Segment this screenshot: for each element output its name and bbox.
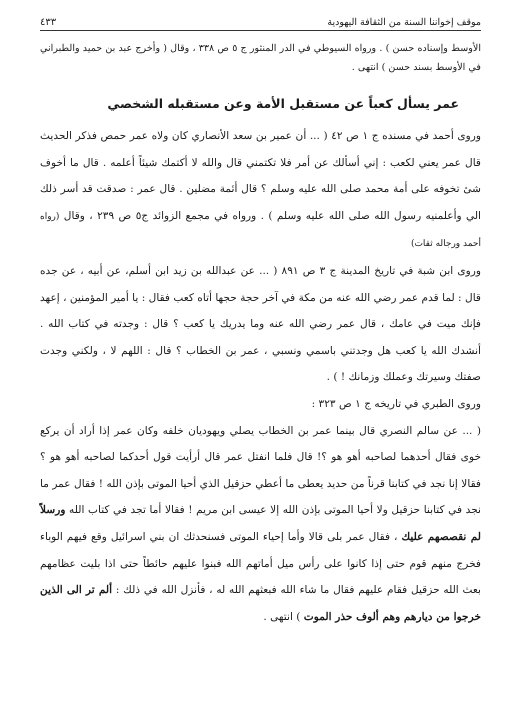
paragraph-ahmad-text: وروى أحمد في مسنده ج ١ ص ٤٢ ( ... أن عمير بن سعد الأنصاري كان ولاه عمر حمص فذكر الحديث قال عمر يعني لكعب : إني أسألك عن أمر فلا تكتمني قال والله لا أكتمك شيئاً أعلمه . قال ما أخوف شئ تخوفه على أمة محمد صلى الله عليه وسلم ؟ قال أئمة مضلين . قال عمر : صدقت قد أسر ذلك الي وأعلمنيه رسول الله صلى الله عليه وسلم ) . ورواه في مجمع الزوائد ج٥ ص ٢٣٩ ، وقال: [40, 130, 481, 222]
body-text: [40, 123, 481, 630]
paragraph-ahmad: [40, 123, 481, 258]
paragraph-ahmad-note: (رواه أحمد ورجاله ثقات): [40, 211, 481, 250]
paragraph-tabari: [40, 418, 481, 631]
paragraph-tabari-part-b: ، فقال عمر بلى قالا وأما إحياء الموتى فسنحدثك ان بني اسرائيل وقع فيهم الوباء فخرج منهم قوم حتى إذا كانوا على رأس ميل أماتهم الله فبنوا عليهم حائطاً حتى اذا بليت عظامهم بعث الله حزقيل فقام عليهم فقال ما شاء الله فبعثهم الله له ، فأنزل الله في ذلك :: [40, 530, 481, 597]
footnote-text: الأوسط وإسناده حسن ) . ورواه السيوطي في الدر المنثور ج ٥ ص ٣٣٨ ، وقال ( وأخرج عبد بن حميد والطبراني في الأوسط بسند حسن ) انتهى .: [40, 43, 482, 73]
paragraph-ibn-shabba: وروى ابن شبة في تاريخ المدينة ج ٣ ص ٨٩١ ( ... عن عبدالله بن زيد ابن أسلم، عن أبيه ، عن جده قال : لما قدم عمر رضي الله عنه من مكة في آخر حجة حجها أتاه كعب فقال : يا أمير المؤمنين ، إعهد فإنك ميت في عامك ، قال عمر رضي الله عنه وما يدريك يا كعب ؟ قال : وجدته في كتاب الله . أنشدك الله يا كعب هل وجدتني باسمي ونسبي ، عمر بن الخطاب ؟ قال : اللهم لا ، ولكني وجدت صفتك وسيرتك وعملك وزمانك ! ) .: [40, 264, 482, 384]
footnote-continuation: [40, 39, 481, 77]
page-number: ٤٣٣: [40, 17, 57, 28]
running-header: [40, 14, 481, 31]
paragraph-tabari-intro: وروى الطبري في تاريخه ج ١ ص ٣٢٣ :: [311, 397, 481, 410]
paragraph-tabari-part-a: ( ... عن سالم النصري قال بينما عمر بن الخطاب يصلي ويهوديان خلفه وكان عمر إذا أراد أن يركع خوى فقال أحدهما لصاحبه أهو هو ؟! قال فلما انفتل عمر قال أرأيت قول أحدكما لصاحبه أهو هو ؟ فقالا إنا نجد في كتابنا قرناً من حديد يعطى ما أعطي حزقيل الذي أحيا الموتى بإذن الله ! فقال عمر ما نجد في كتابنا حزقيل ولا أحيا الموتى بإذن الله إلا عيسى ابن مريم ! فقالا أما تجد في كتاب الله: [40, 424, 481, 517]
quran-quote-1: ورسلاً لم نقصصهم عليك: [40, 504, 481, 543]
quran-quote-2: ألم تر الى الذين خرجوا من ديارهم وهم ألوف حذر الموت: [40, 584, 481, 623]
header-title: موقف إخواننا السنة من الثقافة اليهودية: [327, 17, 481, 28]
section-heading: عمر يسأل كعباً عن مستقبل الأمة وعن مستقبله الشخصي: [107, 96, 459, 111]
paragraph-tabari-end: ) انتهى .: [263, 610, 301, 623]
